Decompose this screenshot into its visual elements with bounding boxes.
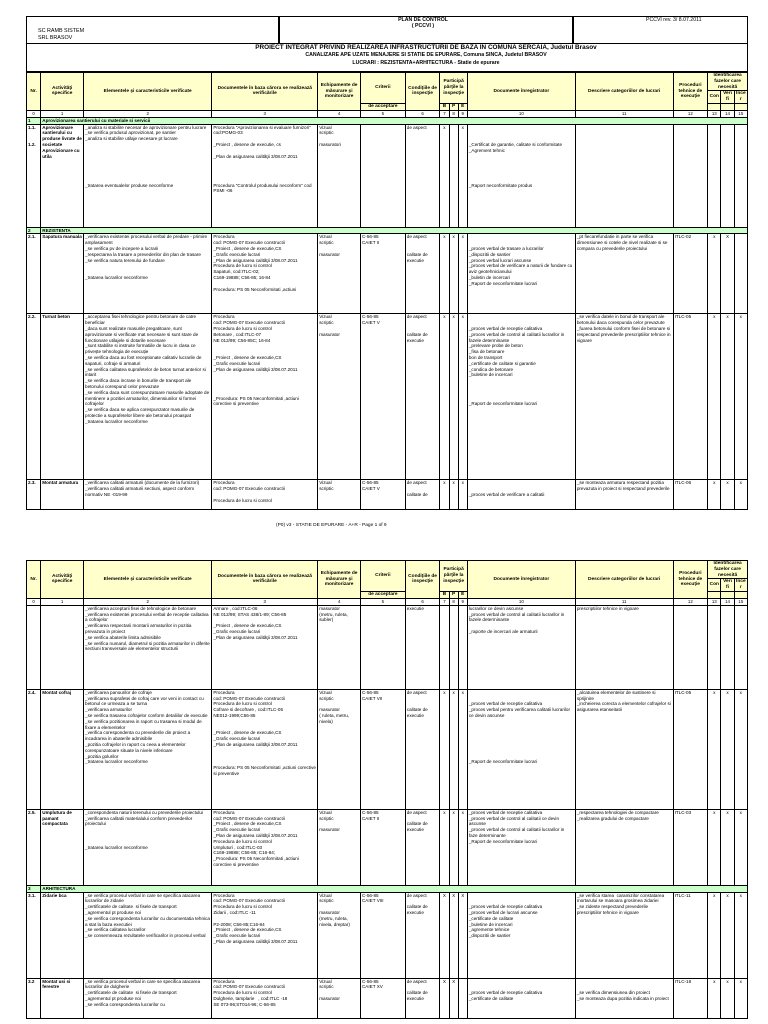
section-row: 3 ARHITECTURA [27,885,748,892]
col-verif: Verifi [721,91,734,104]
col-part: Participă părţile la inspecţie [440,561,468,592]
page-footer: (P0) v3 - STATIE DE EPURARE - A+R - Page 1 of 9 [276,523,387,528]
column-number-row: 0 1 2 3 4 5 6 7 8 9 10 11 12 13 14 15 [27,598,748,605]
table-row: 2.4. Montat cofraj _verificarea panourilor de cofraje _verificarea suprafetei de cofraj care vor veni in contact cu betonul ce urmeaza a se turna _verificarea armaturilor _se verifica trasarea cofrajelor conform detaliilor de executie _se verifica pozitionarea in raport cu trasarea si modul de fixare a elementelor _verifica corespondenta cu prevederile din proiect a incadrarea in abaterile admisibile _pozitia cofrajelor in raport cu ceea a elementelor corespunzatoare situate la nivele inferioare _pozitia golurilor _tratarea lucrarilor neconforme Procedura cod: POMG-07 Executie constructii Procedura de lucru si control Cofrare si decofrare , cod:ITLC-05 NE012-1999;C56-85 _Proiect , desene de executie,CS _Grafic executie lucrari _Plan de asigurarea calităţii 3/08.07.2011 Procedura: PS 05 Neconformitati ,actiuni corective si preventive Vizual scriptic masurator ( ruleta, metru, nivela) C-56-85 CAIET VII de aspect calitate de executie x x x _proces verbal de receptie calitativa _proces verbal pentru verificarea calitatii lucrarilor ce devin ascunse _Raport de neconformitate lucrari _alcatuirea elementelor de sustinere si sprijinire _incheierea corecta a elementelor cofrajelor si asigurarea etanseitatii ITLC-05 x x x [27,689,748,809]
col-elem: Elementele şi caracteristicile verificate [84,73,212,111]
table-row: 2.1. Sapatura manuala _verificarea existentei procesului verbal de predare - primire amplasament _se verifica pv de incepere a lucrarii _respectarea la trasare a prevederilor din plan de trasare _se verifica natura terenului de fundare _tratarea lucrarilor neconforme Procedura cod: POMG-07 Executie constructii _Proiect , desene de executie,CS _Grafic executie lucrari _Plan de asigurarea calităţii 3/08.07.2011 Procedura de lucru si control Sapaturi, cod:ITLC-02; C169-19888; C56-85; 16-84 Procedura: PS 05 Neconformitati ,actiuni Vizual scriptic masurator C-56-85 CAIET II de aspect calitate de executie x x x _proces verbal de trasare a lucrarilor _dispozitii de santier _proces verbal lucrari ascunse _proces verbal de verificare a naturii de fundare cu aviz geotehnicianului _buletin de incercari _Raport de neconformitate lucrari _pt fiecarefundatie in parte se verifica dimensiunee si cotele de nivel realizate si se compara cu prevederile proiectului ITLC-02 x X [27,234,748,314]
col-crit: Criterii [360,561,405,592]
project-title: PROIECT INTEGRAT PRIVIND REALIZAREA INFRASTRUCTURII DE BAZA IN COMUNA SERCAIA, Judetul Brasov [255,44,597,51]
canal-subtitle: CANALIZARE APE UZATE MENAJERE SI STATIE DE EPURARE, Comuna SINCA, Judetul BRASOV [305,52,547,58]
col-descr: Descriere categoriilor de lucrari [575,73,673,111]
col-echip: Echipamente de măsurare şi monitorizare [318,73,361,111]
lucrari-subtitle: LUCRARI : REZISTENTA+ARHITECTURA - Statie de epurare [352,60,500,66]
section-row: 2 REZISTENTA [27,227,748,234]
col-proc: Proceduri tehnice de execuţie [673,73,708,111]
col-con: Con [708,579,721,592]
col-incer: Incer [736,579,746,591]
col-b: B [440,591,449,598]
document-page-1 [26,16,748,530]
col-crit-acc: de acceptare [360,591,405,598]
table-row: 2.3. Montat armatura _verificarea calitatii armaturii (documente de la furnizori) _verificarea calitatii armaturii sectiuni, aspect conform normativ NE -019-99 Procedura cod: POMG-07 Executie constructii Procedura de lucru si control Vizual scriptic C-56-85 CAIET V de aspect calitate de x x x _proces verbal de verificare a calitatii _se monteaza armatura respectand pozitia prevazuta in proiect si respectand prevederile ITLC-06 x x x [27,480,748,510]
table-row: 3.2 Montat usi si ferestre _se verifica procesul verbal in care se specifica atacarea lucrarilor de dulgherie _certificatele de calitate si fisele de transport _agrementul pt produse noi _se verifica corespondenta lucrarilor cu Procedura cod: POMG-07 Executie constructii Procedura de lucru si control Dulgherie, tamplarie , cod:ITLC -18 SE 073-96;ST014-96; C-56-85 Vizual scriptic masurator C-56-85 CAIET XV de aspect calitate de executie X X _proces verbal de receptie calitativa _certificate de calitate _se verifica dimensiunea din proiect _se monteaza dupa pozitia indicata in proiect ITLC-18 x x x [27,978,748,1018]
col-e: E [458,103,467,110]
col-p: P [449,591,458,598]
col-inreg: Documente înregistrator [467,561,575,599]
col-activ: Activităţi specifice [41,561,84,599]
col-proc: Proceduri tehnice de execuţie [673,561,708,599]
table-row: 2.2. Turnat beton _acceptarea fisei tehnologice pentru betonare de catre beneficiar _daca sunt realizate masurile pregatitoare, sunt aprovizionate si verificate mat necesare si sunt stare de functionare utilajele si dotarile necesare _sunt stabilite si instruite formatiile de lucru in clasa ce privește tehnologia de execuție _se verifica daca au fost receptionate calitativ lucrarile de sapaturi, cofraje si armaturi _se verifica calitatea suprafetelor de beton turnat anterior si intarit _se verifica daca incrase in bonurile de transport ale betonului corespund celor prevazute _se verifica daca sunt corespunzatoare masurile adoptate de mentinere a pozitiei armaturilor, dimensiunilor si formei cofrajelor _se verifica daca se aplica corespunzator masurile de protectie a suprafetelor libere ale betonului proaspat _tratarea lucrarilor neconforme Procedura cod: POMG-07 Executie constructii Procedura de lucru si control Betonare , cod:ITLC-07 NE 012/99; C56-85C; 16-84 _Proiect , desene de executie,CS _Grafic executie lucrari _Plan de asigurarea calităţii 3/08.07.2011 _Procedura: PS 05 Neconformitati ,actiuni corective si preventive Vizual scriptic masurator C-56-85 CAIET V de aspect calitate de executie x x x _proces verbal de receptie calitativa _proces verbal de control al calitatii lucrarilor in fazele determinante _prelevare probe de beton _fisa de betonare bon de transport _certificate de calitate si garantie _condica de betonare _buletine de incercari _Raport de neconformitate lucrari _se verifica datele in bonul de transport ale betonului daca corespunda celor prevazute _fuarea betonului conform fisei de betonare si respectand prevederile prescriptiilor tehnice in vigoare ITLC-05 x x x [27,314,748,480]
col-elem: Elementele şi caracteristicile verificate [84,561,212,599]
col-cond: Condiţiile de inspecţie [405,73,440,111]
company-name: SC RAMB SISTEM SRL BRASOV [38,28,85,41]
col-echip: Echipamente de măsurare şi monitorizare [318,561,361,599]
col-ident: Identificarea fazelor care necesită [708,561,748,579]
col-inreg: Documente înregistrator [467,73,575,111]
table-row: 3.1. Zidarie bca _se verifica procesul verbal in care se specifica atacarea lucrarilor de zidarie _certificatele de calitate si fisele de transport _agrementul pt produse noi _se verifica corespondenta lucrarilor cu documentatia tehnica a stat la baza executiei _se verifica calitatea lucrarilor _se consemneaza rezultatele verificarilor in procesul verbal Procedura cod: POMG-07 Executie constructii Procedura de lucru si control Zidarii , cod:ITLC -11 P2-2008; C56-85;C16-84 _Proiect , desene de executie,CS _Grafic executie lucrari _Plan de asigurarea calităţii 3/08.07.2011 Vizual scriptic masurator (metru, ruleta, nivela, dreptar) C-56-85 CAIET VIII de aspect calitate de executie X X X _proces verbal de receptie calitativa _proces verbal de lucrari ascunse _certificate de calitate _buletine de incercari _agremente tehnice _dispozitii de santier _se verifica starea caramizilor constatarea mortarului se masoara grosimea zidariei _se zideste respectand prevederile prescriptiilor tehnice in vigoare ITLC-11 x x x [27,892,748,978]
col-crit: Criterii [360,73,405,104]
col-incer: Incer [736,91,746,103]
document-page-2 [26,560,748,1024]
revision-ref: PCCVI rev. 3/ 8.07.2011 [646,17,702,23]
column-number-row: 0 1 2 3 4 5 6 7 8 9 10 11 12 13 14 15 [27,110,748,117]
col-ident: Identificarea fazelor care necesită [708,73,748,91]
col-e: E [458,591,467,598]
col-part: Participă părţile la inspecţie [440,73,468,104]
table-row: 1.1. 1.2. Aprovizionare santierului cu produse livrate de societate Aprovizionare cu utila _analiza si stabilire necesar de aprovizionare pentru lucrare _se verifica produsul aprovizionat, pe santier _analiza si stabilire utilaje necesare pt lucrare _tratarea eventualelor produse neconforme Procedura "Aprovizionarea si evaluare furnizori" cod:POMG-03 _Proiect , desene de executie, cs _Plan de asigurarea calităţii 3/08.07.2011 Procedura "Controlul produsului neconform" cod PSMI -06 Vizual scriptic masuratori de aspect x x _Certificat de garantie, calitate si conformitate _Agrement tehnic _Raport neconformitate produs [27,124,748,227]
section-row: 1 Aprovizionarea santierului cu materiale si servicii [27,117,748,124]
col-p: P [449,103,458,110]
col-activ: Activităţi specifice [41,73,84,111]
col-crit-acc: de acceptare [360,103,405,110]
col-cond: Condiţiile de inspecţie [405,561,440,599]
col-docs: Documentele în baza cărora se realizează verificările [212,73,318,111]
col-descr: Descriere categoriilor de lucrari [575,561,673,599]
col-b: B [440,103,449,110]
col-con: Con [708,91,721,104]
col-nr: Nr. [27,73,41,111]
col-verif: Verifi [721,579,734,592]
col-nr: Nr. [27,561,41,599]
plan-title: PLAN DE CONTROL ( PCCVI ) [398,17,448,29]
control-plan-table [26,72,748,510]
plan-header [26,16,748,72]
table-row: 2.5. Umplutura de pamant compactata _corespondenta naturii terenului cu prevederile proiectului _verificarea calitatii materialului conform prevederilor proiectului _tratarea lucrarilor neconforme Procedura cod: POMG-07 Executie constructii _Proiect , desene de executie,CS _Grafic executie lucrari _Plan de asigurarea calităţii 3/08.07.2011 Procedura de lucru si control Umpluturi , cod:ITLC-03 C169-19888; C56-85; C16-84; _Procedura: PS 05 Neconformitati ,actiuni corective si preventive Vizual scriptic masurator C-56-85 CAIET II de aspect calitate de executie x x x _proces verbal de receptie calitativa _proces verbal de control al calitatii ce devin ascunse _proces verbal de control al calitatii lucrarilor in faze determinante _Raport de neconformitate lucrari _respectarea tehnologiei de compactare _realizarea gradului de compactare ITLC-03 x x x [27,809,748,885]
table-row: _verificarea acceptarii fisei de tehnologice de betonare _verificarea existentei procesului verbal de receptie calitativa a cofrajelor _verificarea respectarii montarii armaturilor in pozitia prevazuta in proiect _se verifica abaterile limita admisibile _se verifica numarul, diametrul si pozitia armaturilor in diferite sectiuni transversale ale elementelor structurii Armare , cod:ITLC-06 NE 012/99; STAS 438/1-89; C56-85 _Proiect , desene de executie,CS _Grafic executie lucrari _Plan de asigurarea calităţii 3/08.07.2011 masurator (metru, ruleta, subler) executie lucrarilor ce devin ascunse _proces verbal de control al calitatii lucrarilor in fazele determinante _raporte de incercari ale armaturii prescriptiilor tehnice in vigoare [27,605,748,689]
col-docs: Documentele în baza cărora se realizează verificările [212,561,318,599]
control-plan-table [26,560,748,1019]
